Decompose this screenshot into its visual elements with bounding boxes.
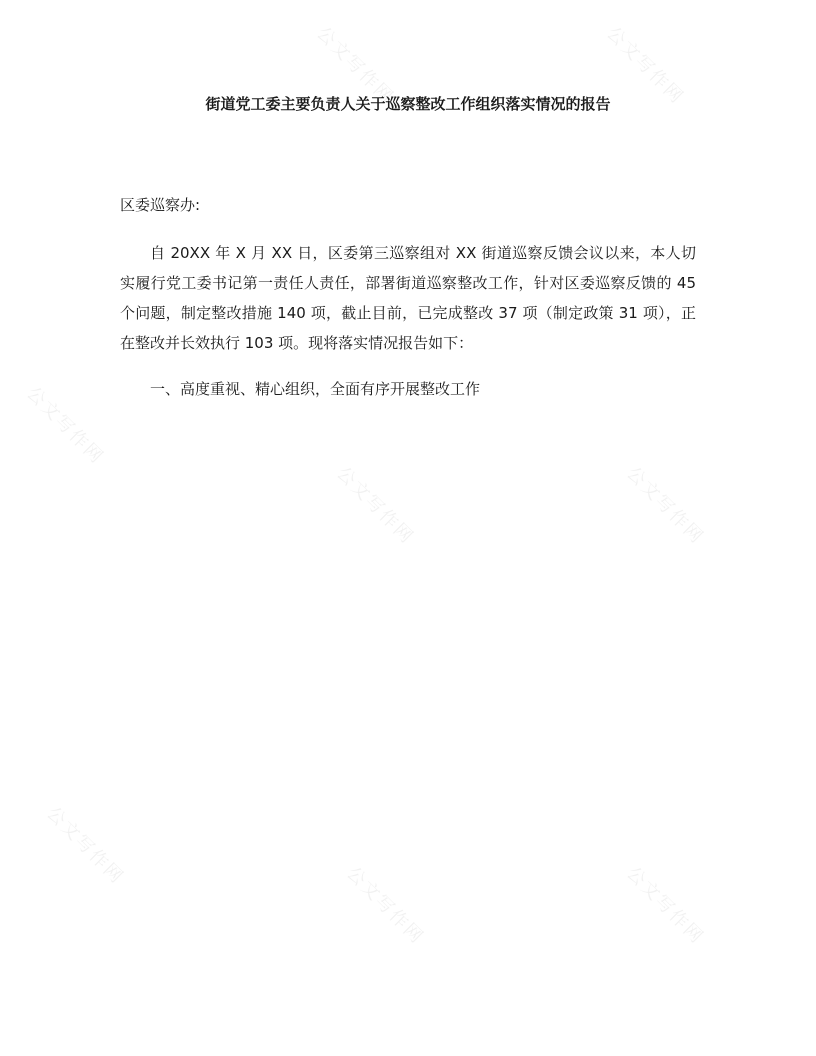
watermark: 公文写作网 — [622, 862, 708, 949]
document-title: 街道党工委主要负责人关于巡察整改工作组织落实情况的报告 — [205, 95, 611, 113]
watermark: 公文写作网 — [332, 462, 418, 549]
watermark: 公文写作网 — [42, 802, 128, 889]
paragraph-intro: 自 20XX 年 X 月 XX 日，区委第三巡察组对 XX 街道巡察反馈会议以来，本人切实履行党工委书记第一责任人责任，部署街道巡察整改工作，针对区委巡察反馈的 45 个问题，制定整改措施 140 项，截止目前，已完成整改 37 项（制定政策 31 项），正在整改并长效执行 103 项。现将落实情况报告如下： — [120, 244, 696, 352]
watermark: 公文写作网 — [602, 22, 688, 109]
salutation: 区委巡察办: — [120, 196, 201, 214]
watermark: 公文写作网 — [622, 462, 708, 549]
watermark: 公文写作网 — [312, 22, 398, 109]
watermark: 公文写作网 — [22, 382, 108, 469]
paragraph-heading-1: 一、高度重视、精心组织，全面有序开展整改工作 — [150, 380, 481, 398]
document-body — [120, 92, 696, 420]
watermark: 公文写作网 — [342, 862, 428, 949]
